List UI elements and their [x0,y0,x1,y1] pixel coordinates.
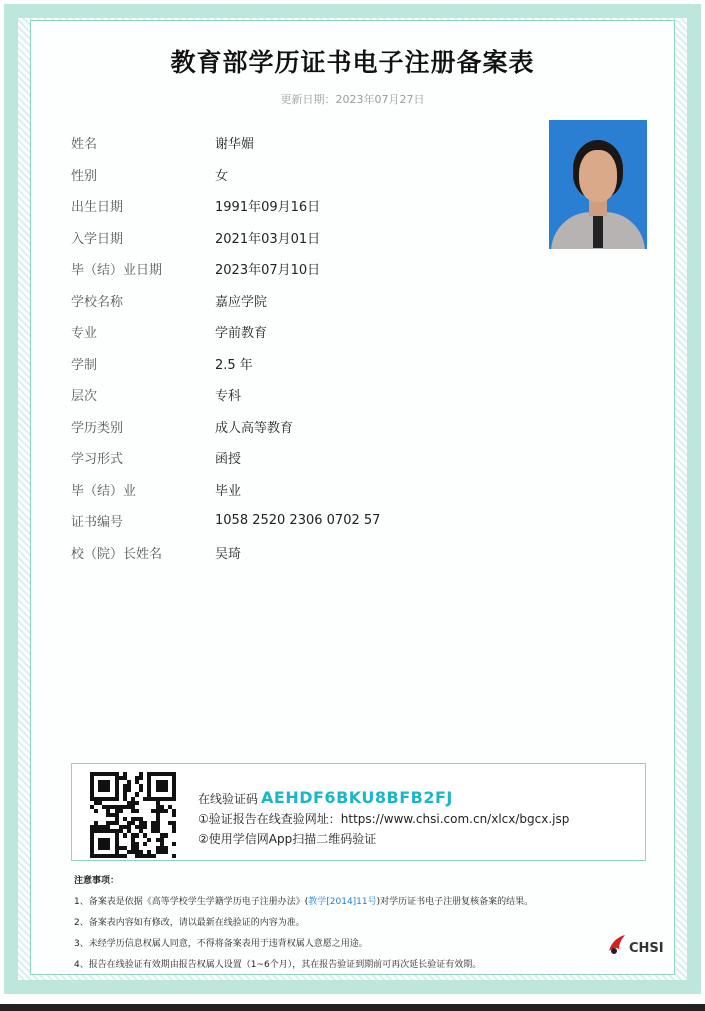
field-label: 层次 [71,389,98,405]
field-value: 学前教育 [215,326,268,342]
field-label: 学制 [71,357,98,373]
field-label: 学校名称 [71,294,124,310]
field-label: 毕（结）业 [71,483,137,499]
note-item-4: 4、报告在线验证有效期由报告权属人设置（1~6个月），其在报告验证到期前可再次延长验证有效期。 [74,960,482,970]
chsi-logo [603,929,663,959]
note-item-3: 3、未经学历信息权属人同意，不得将备案表用于违背权属人意愿之用途。 [74,939,368,949]
field-label: 学历类别 [71,420,124,436]
field-value: 成人高等教育 [215,420,294,436]
field-row-education-type [71,411,521,443]
field-label: 学习形式 [71,452,124,468]
field-row-name [71,127,521,159]
qr-code-icon[interactable] [90,772,176,858]
field-label: 专业 [71,326,98,342]
info-table [71,127,521,568]
field-row-enrollment-date [71,222,521,254]
field-row-birthdate [71,190,521,222]
field-value: 专科 [215,389,242,405]
field-value: 谢华媚 [215,137,255,153]
update-date: 更新日期：2023年07月27日 [280,93,425,106]
record-page [30,20,675,975]
verification-app-line: ②使用学信网App扫描二维码验证 [198,832,377,846]
field-row-certificate-number [71,505,521,537]
verification-text [198,788,569,849]
field-row-study-mode [71,442,521,474]
field-row-graduation-date [71,253,521,285]
field-row-completion [71,474,521,506]
note-item-2: 2、备案表内容如有修改，请以最新在线验证的内容为准。 [74,918,305,928]
id-photo [549,120,647,249]
field-row-president [71,537,521,569]
field-value: 2.5 年 [215,357,253,373]
field-value: 吴琦 [215,546,242,562]
notes-section [74,873,634,978]
verification-url-line: ①验证报告在线查验网址：https://www.chsi.com.cn/xlcx/bgcx.jsp [198,812,570,826]
field-label: 入学日期 [71,231,124,247]
field-value: 嘉应学院 [215,294,268,310]
field-value: 函授 [215,452,242,468]
field-row-level [71,379,521,411]
regulation-link[interactable]: 教学[2014]11号 [308,897,377,907]
bottom-bar [0,1004,705,1011]
field-row-gender [71,159,521,191]
verification-code-label: 在线验证码 [198,792,259,806]
field-value: 2021年03月01日 [215,231,321,247]
document-title: 教育部学历证书电子注册备案表 [170,48,535,77]
field-value: 1058 2520 2306 0702 57 [215,513,381,529]
chsi-bird-icon [605,931,629,955]
field-label: 毕（结）业日期 [71,263,163,279]
field-row-school [71,285,521,317]
field-value: 女 [215,168,229,184]
notes-heading: 注意事项： [74,876,120,886]
field-label: 性别 [71,168,98,184]
field-row-duration [71,348,521,380]
field-label: 证书编号 [71,515,124,531]
field-value: 2023年07月10日 [215,263,321,279]
chsi-logo-text: CHSI [629,941,664,956]
verification-box [71,763,646,861]
field-label: 出生日期 [71,200,124,216]
field-row-major [71,316,521,348]
field-value: 1991年09月16日 [215,200,321,216]
field-value: 毕业 [215,483,242,499]
verification-code: AEHDF6BKU8BFB2FJ [261,788,453,807]
field-label: 校（院）长姓名 [71,546,163,562]
note-item-1: 1、备案表是依据《高等学校学生学籍学历电子注册办法》(教学[2014]11号)对学历证书电子注册复核备案的结果。 [74,897,534,907]
field-label: 姓名 [71,137,98,153]
